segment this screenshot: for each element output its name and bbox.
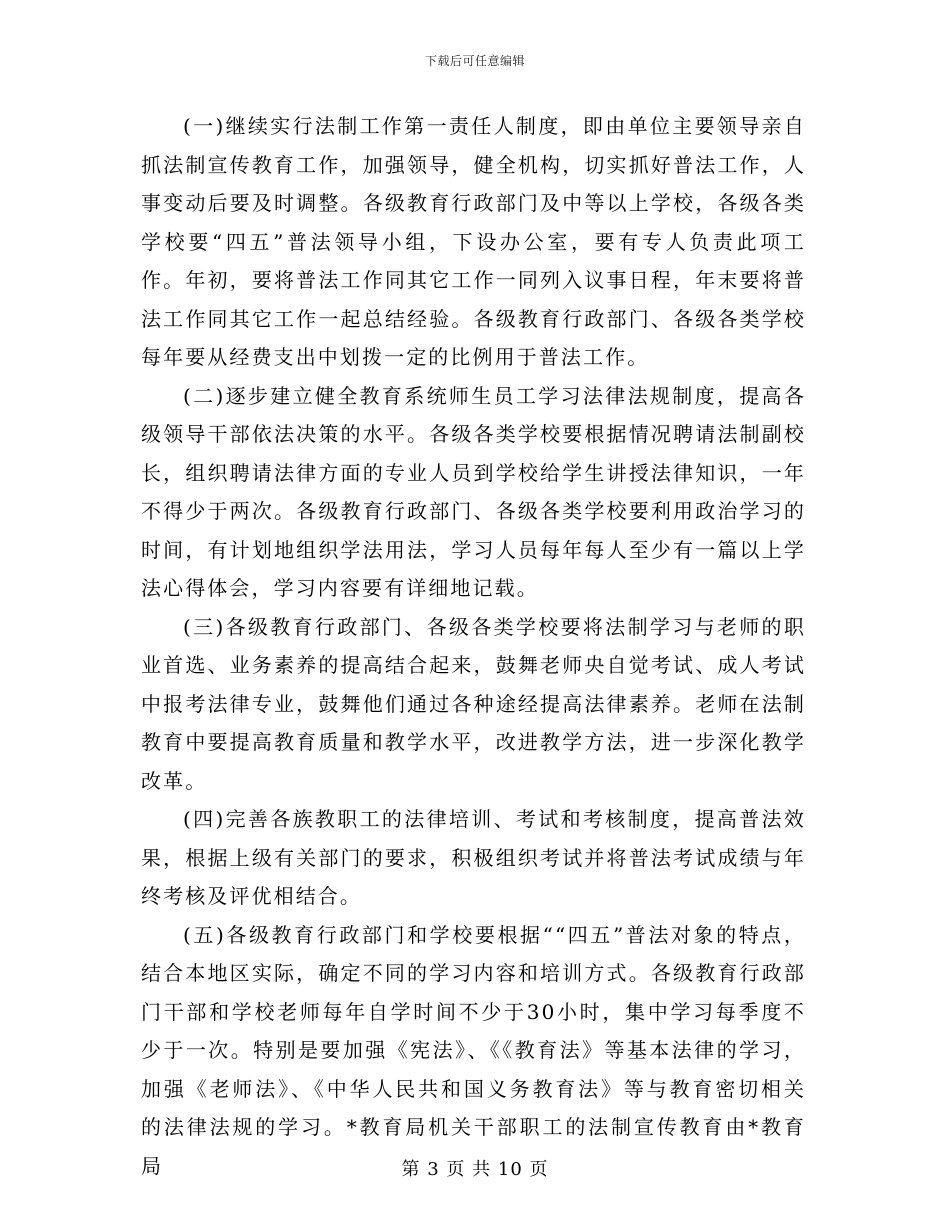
- paragraph-5: (五)各级教育行政部门和学校要根据““四五”普法对象的特点，结合本地区实际，确定不同的学习内容和培训方式。各级教育行政部门干部和学校老师每年自学时间不少于30小时，集中学习每季度不少于一次。特别是要加强《宪法》、《《教育法》等基本法律的学习， 加强《老师法》、《中华人民共和国义务教育法》等与教育密切相关的法律法规的学习。*教育局机关干部职工的法制宣传教育由*教育局: [141, 922, 806, 1178]
- paragraph-1: (一)继续实行法制工作第一责任人制度，即由单位主要领导亲自抓法制宣传教育工作，加强领导，健全机构，切实抓好普法工作，人事变动后要及时调整。各级教育行政部门及中等以上学校，各级各类学校要“四五”普法领导小组，下设办公室，要有专人负责此项工作。年初，要将普法工作同其它工作一同列入议事日程，年末要将普法工作同其它工作一起总结经验。各级教育行政部门、各级各类学校每年要从经费支出中划拨一定的比例用于普法工作。: [141, 114, 806, 369]
- page-label-middle: 页 共: [446, 1159, 492, 1180]
- page-footer: [0, 1155, 950, 1181]
- paragraph-4: (四)完善各族教职工的法律培训、考试和考核制度，提高普法效果，根据上级有关部门的要求，积极组织考试并将普法考试成绩与年终考核及评优相结合。: [141, 807, 806, 908]
- page-label-prefix: 第: [401, 1159, 421, 1180]
- page-label-suffix: 页: [529, 1159, 549, 1180]
- document-body: [141, 107, 806, 1185]
- page-header: 下载后可任意编辑: [424, 54, 525, 68]
- paragraph-2: (二)逐步建立健全教育系统师生员工学习法律法规制度，提高各级领导干部依法决策的水平。各级各类学校要根据情况聘请法制副校长，组织聘请法律方面的专业人员到学校给学生讲授法律知识，一年不得少于两次。各级教育行政部门、各级各类学校要利用政治学习的时间，有计划地组织学法用法，学习人员每年每人至少有一篇以上学法心得体会，学习内容要有详细地记载。: [141, 383, 806, 600]
- total-pages-number: 10: [497, 1159, 523, 1180]
- paragraph-3: (三)各级教育行政部门、各级各类学校要将法制学习与老师的职业首选、业务素养的提高结合起来，鼓舞老师央自觉考试、成人考试中报考法律专业，鼓舞他们通过各种途经提高法律素养。老师在法制教育中要提高教育质量和教学水平，改进教学方法，进一步深化教学改革。: [141, 614, 806, 793]
- current-page-number: 3: [427, 1159, 440, 1180]
